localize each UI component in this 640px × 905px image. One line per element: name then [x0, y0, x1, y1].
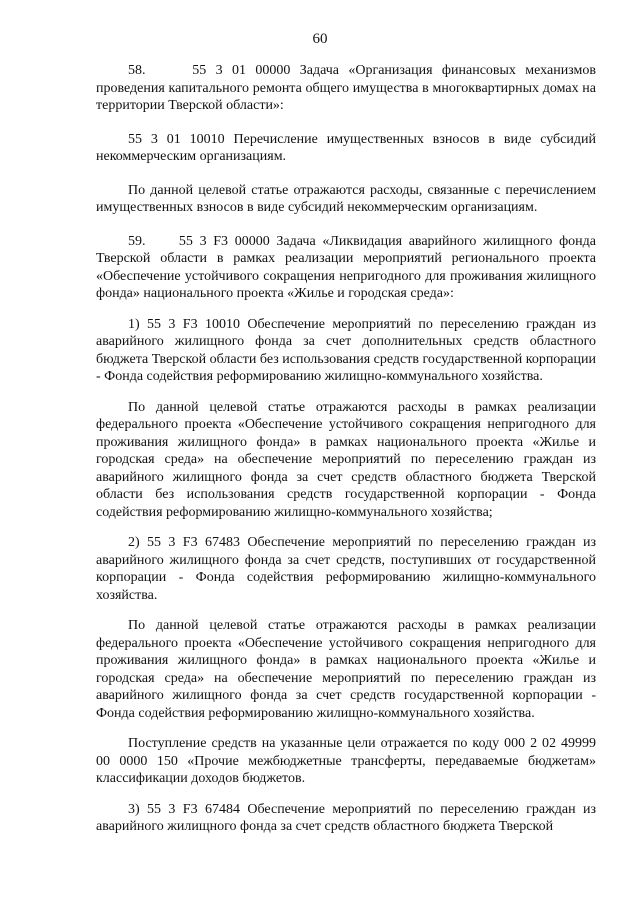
paragraph-description: По данной целевой статье отражаются расходы, связанные с перечислением имущественных взносов в виде субсидий некоммерческим организациям.	[96, 182, 596, 215]
paragraph-58-heading: 58. 55 3 01 00000 Задача «Организация финансовых механизмов проведения капитального ремонта общего имущества в многоквартирных домах на территории Тверской области»:	[96, 63, 596, 113]
paragraph-description: По данной целевой статье отражаются расходы в рамках реализации федерального проекта «Обеспечение устойчивого сокращения непригодного для проживания жилищного фонда» в рамках национального проекта «Жилье и городская среда» на обеспечение мероприятий по переселению граждан из аварийного жилищного фонда за счет средств государственной корпорации - Фонда содействия реформированию жилищно-коммунального хозяйства.	[96, 618, 596, 721]
paragraph-55-3-01-10010: 55 3 01 10010 Перечисление имущественных взносов в виде субсидий некоммерческим организациям.	[96, 131, 596, 164]
document-body	[96, 62, 596, 836]
paragraph-59-heading: 59. 55 3 F3 00000 Задача «Ликвидация аварийного жилищного фонда Тверской области в рамках реализации мероприятий регионального проекта «Обеспечение устойчивого сокращения непригодного для проживания жилищного фонда» национального проекта «Жилье и городская среда»:	[96, 233, 596, 301]
page-number: 60	[312, 31, 328, 47]
paragraph-item-2: 2) 55 3 F3 67483 Обеспечение мероприятий по переселению граждан из аварийного жилищного фонда за счет средств, поступивших от государственной корпорации - Фонда содействия реформированию жилищно-коммунального хозяйства.	[96, 535, 596, 603]
paragraph-item-1: 1) 55 3 F3 10010 Обеспечение мероприятий по переселению граждан из аварийного жилищного фонда за счет дополнительных средств областного бюджета Тверской области без использования средств государственной корпорации - Фонда содействия реформированию жилищно-коммунального хозяйства.	[96, 316, 597, 384]
paragraph-description: По данной целевой статье отражаются расходы в рамках реализации федерального проекта «Обеспечение устойчивого сокращения непригодного для проживания жилищного фонда» в рамках национального проекта «Жилье и городская среда» на обеспечение мероприятий по переселению граждан из аварийного жилищного фонда за счет средств областного бюджета Тверской области без использования средств государственной корпорации - Фонда содействия реформированию жилищно-коммунального хозяйства;	[96, 399, 596, 520]
paragraph-revenue-code: Поступление средств на указанные цели отражается по коду 000 2 02 49999 00 0000 150 «Прочие межбюджетные трансферты, передаваемые бюджетам» классификации доходов бюджетов.	[96, 736, 596, 786]
paragraph-item-3: 3) 55 3 F3 67484 Обеспечение мероприятий по переселению граждан из аварийного жилищного фонда за счет средств областного бюджета Тверской	[96, 801, 596, 834]
